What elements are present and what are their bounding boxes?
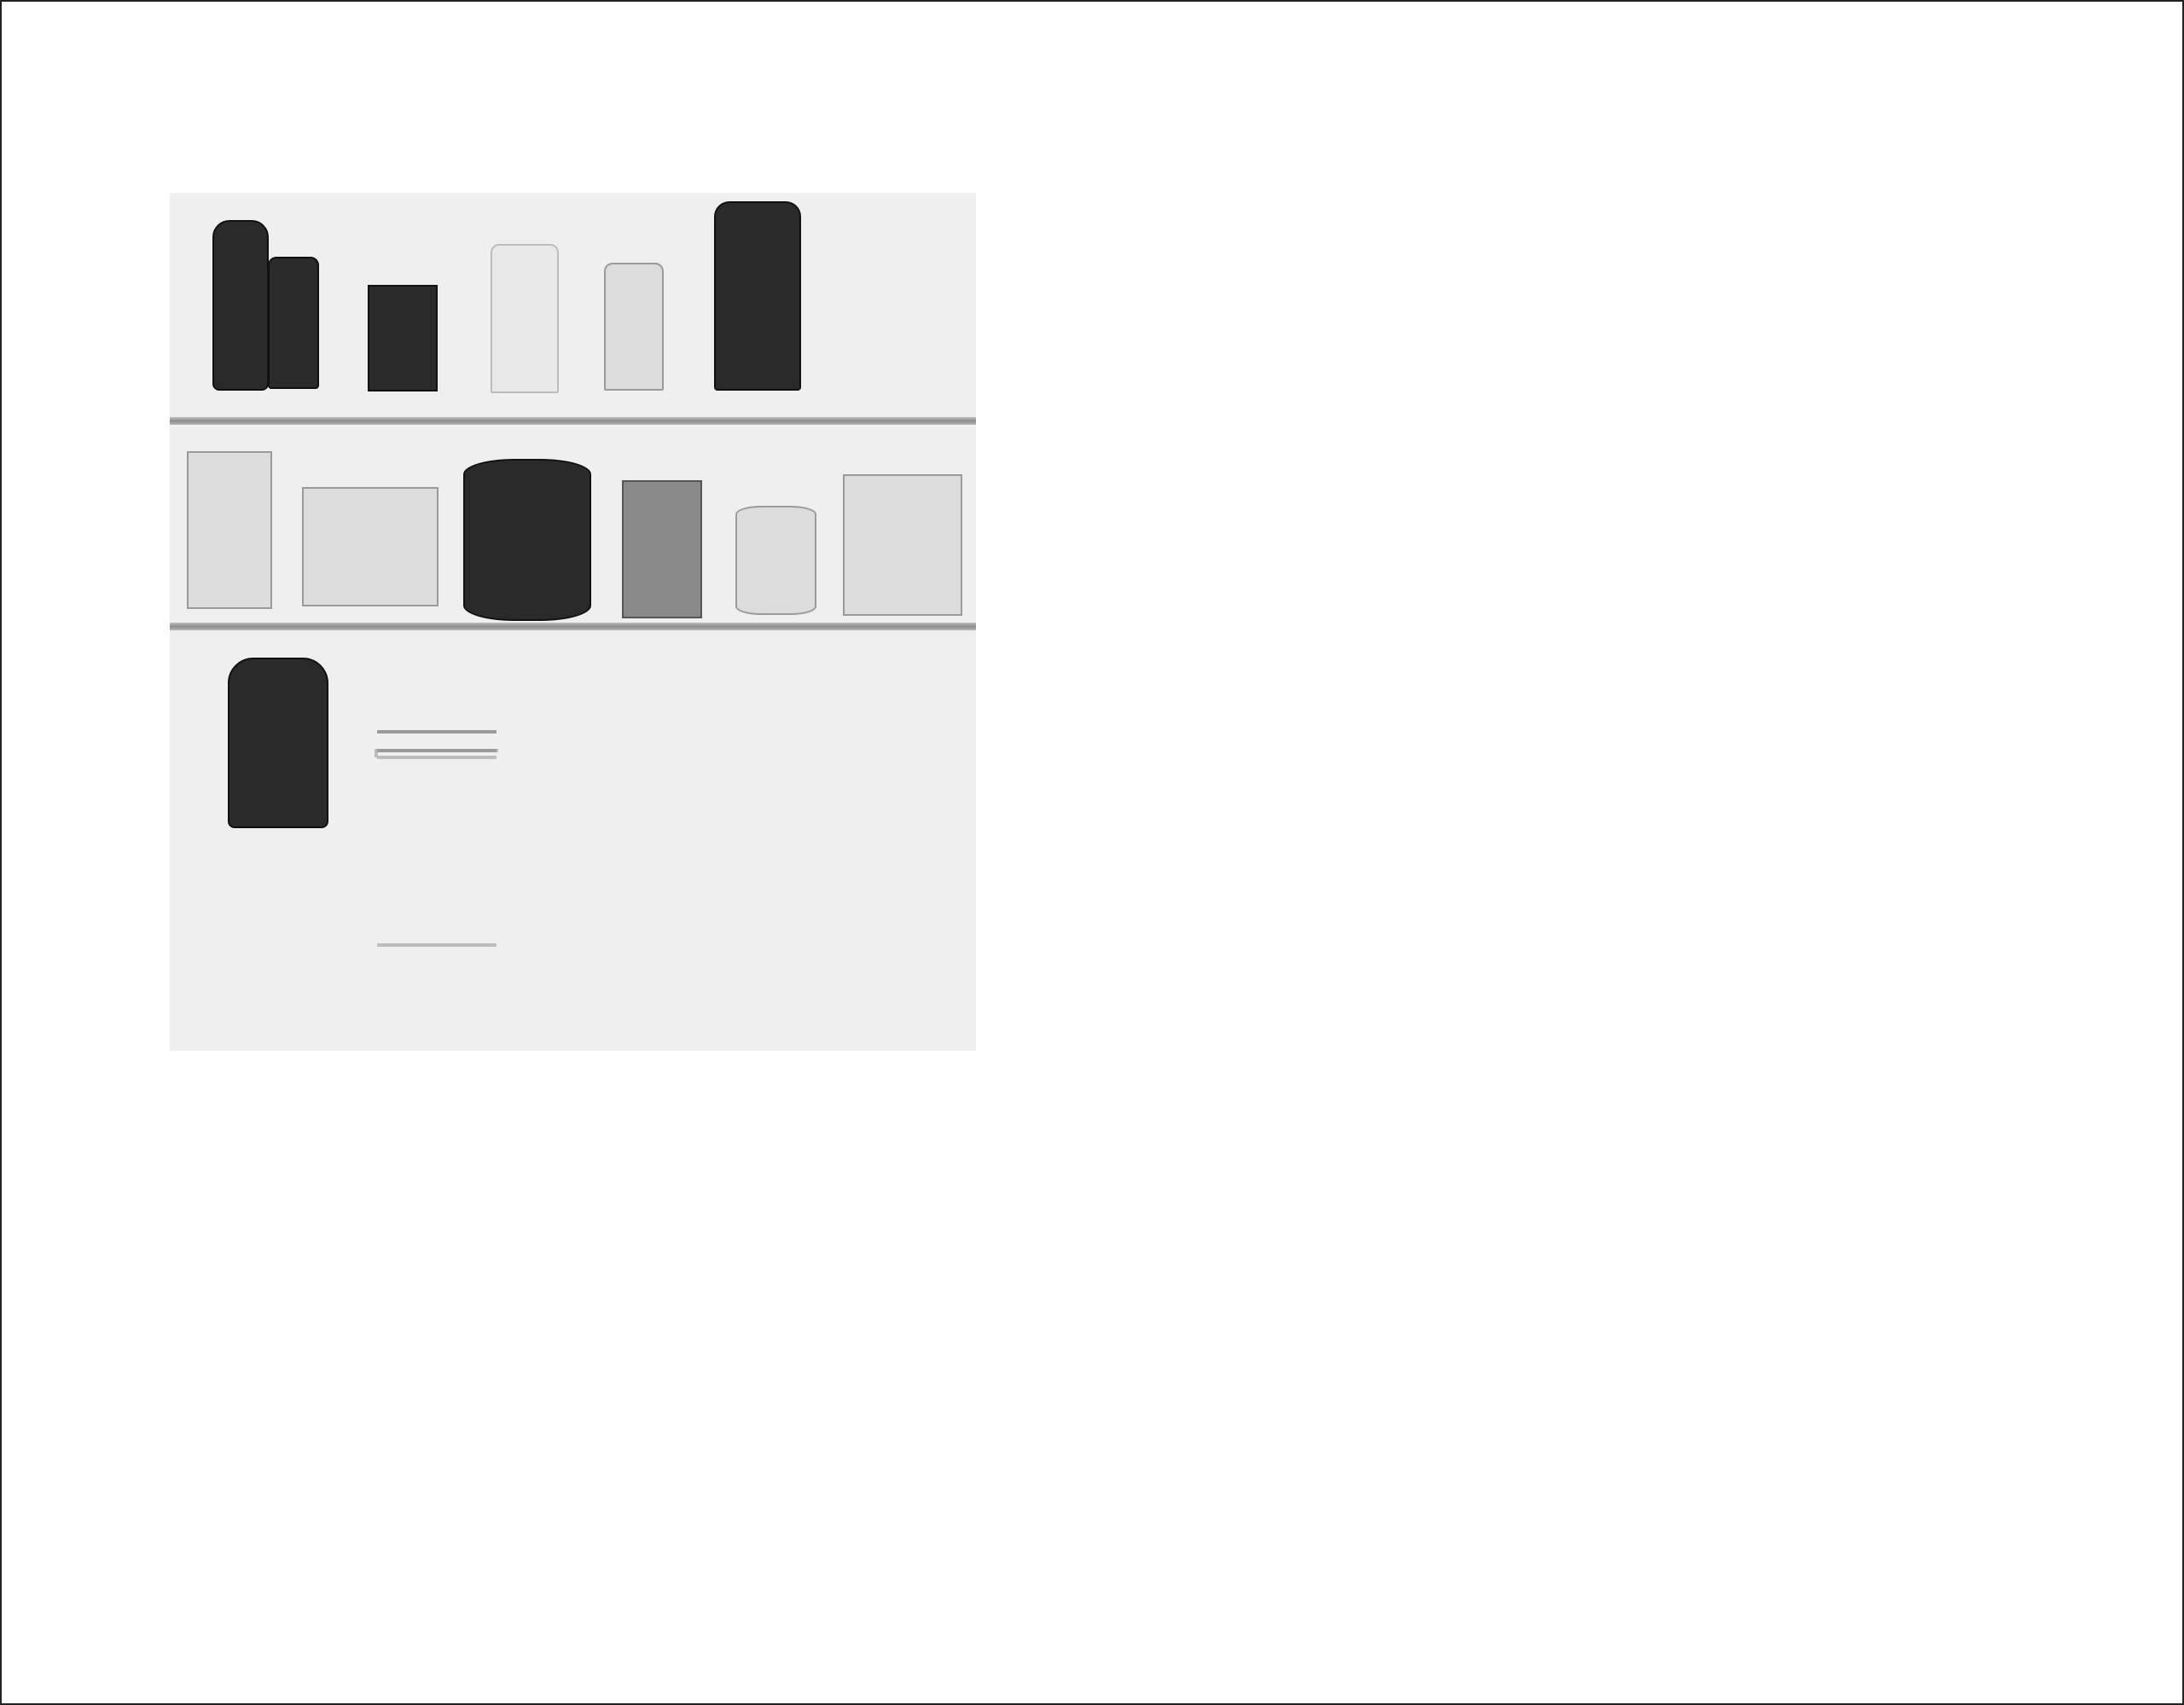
tea-bag (368, 285, 438, 391)
tea-caddy (228, 658, 328, 828)
spacer (377, 943, 497, 947)
shelf-divider (170, 623, 976, 630)
tea-tumbler (268, 257, 319, 389)
spacer (377, 749, 497, 752)
tea-box (491, 244, 559, 393)
tea-tin (843, 474, 962, 616)
tea-package (714, 201, 801, 391)
spacer (377, 730, 380, 734)
tea-tin (187, 451, 272, 609)
tea-tin (622, 480, 702, 618)
spacer (377, 730, 497, 734)
tea-canister (604, 263, 664, 391)
tea-packaging-photo (170, 193, 976, 1051)
shelf-divider (170, 417, 976, 425)
tea-tin (735, 506, 816, 615)
tea-tin (302, 487, 439, 606)
tea-jar (212, 220, 269, 391)
spacer (377, 756, 497, 759)
tea-tin (463, 459, 591, 621)
